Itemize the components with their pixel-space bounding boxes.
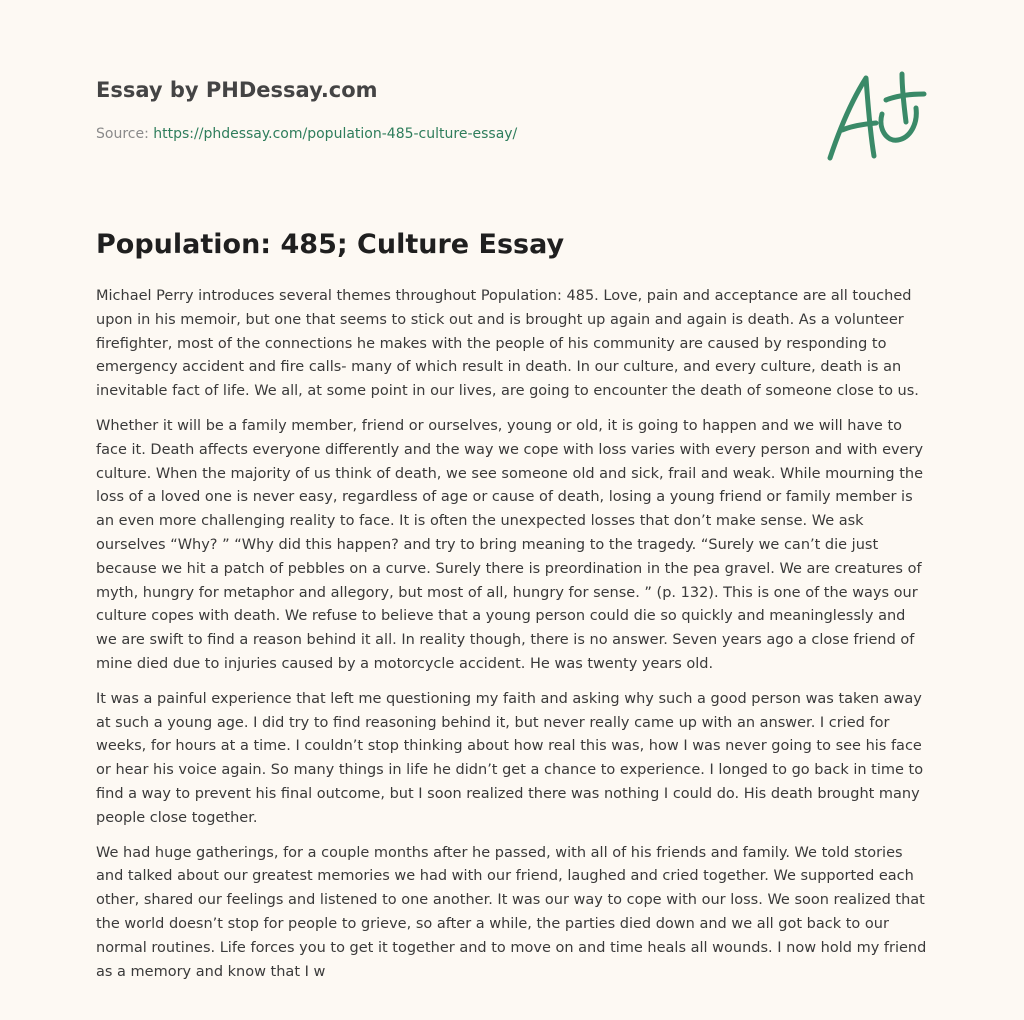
essay-paragraph: Michael Perry introduces several themes throughout Population: 485. Love, pain and acceptance are all touched upon in his memoir, but one that seems to stick out and is brought up again and again is death. As a volunteer firefighter, most of the connections he makes with the people of his community are caused by responding to emergency accident and fire calls- many of which result in death. In our culture, and every culture, death is an inevitable fact of life. We all, at some point in our lives, are going to encounter the death of someone close to us.: [96, 288, 919, 400]
site-brand: Essay by PHDessay.com: [96, 78, 378, 102]
essay-paragraph: It was a painful experience that left me questioning my faith and asking why such a good person was taken away at such a young age. I did try to find reasoning behind it, but never really came up with an answer. I cried for weeks, for hours at a time. I couldn’t stop thinking about how real this was, how I was never going to see his face or hear his voice again. So many things in life he didn’t get a chance to experience. I longed to go back in time to find a way to prevent his final outcome, but I soon realized there was nothing I could do. His death brought many people close together.: [96, 690, 924, 826]
source-label: Source:: [96, 126, 149, 142]
source-line: [96, 124, 796, 144]
a-plus-logo-icon: [818, 66, 930, 166]
essay-body: [96, 285, 928, 995]
source-link[interactable]: https://phdessay.com/population-485-culture-essay/: [153, 126, 518, 142]
site-header: [96, 76, 796, 144]
essay-title: Population: 485; Culture Essay: [96, 229, 565, 260]
essay-paragraph: We had huge gatherings, for a couple months after he passed, with all of his friends and family. We told stories and talked about our greatest memories we had with our friend, laughed and cried together. We supported each other, shared our feelings and listened to one another. It was our way to cope with our loss. We soon realized that the world doesn’t stop for people to grieve, so after a while, the parties died down and we all got back to our normal routines. Life forces you to get it together and to move on and time heals all wounds. I now hold my friend as a memory and know that I w: [96, 844, 927, 980]
essay-paragraph: Whether it will be a family member, friend or ourselves, young or old, it is going to happen and we will have to face it. Death affects everyone differently and the way we cope with loss varies with every person and with every culture. When the majority of us think of death, we see someone old and sick, frail and weak. While mourning the loss of a loved one is never easy, regardless of age or cause of death, losing a young friend or family member is an even more challenging reality to face. It is often the unexpected losses that don’t make sense. We ask ourselves “Why? ” “Why did this happen? and try to bring meaning to the tragedy. “Surely we can’t die just because we hit a patch of pebbles on a curve. Surely there is preordination in the pea gravel. We are creatures of myth, hungry for metaphor and allegory, but most of all, hungry for sense. ” (p. 132). This is one of the ways our culture copes with death. We refuse to believe that a young person could die so quickly and meaninglessly and we are swift to find a reason behind it all. In reality though, there is no answer. Seven years ago a close friend of mine died due to injuries caused by a motorcycle accident. He was twenty years old.: [96, 417, 924, 672]
